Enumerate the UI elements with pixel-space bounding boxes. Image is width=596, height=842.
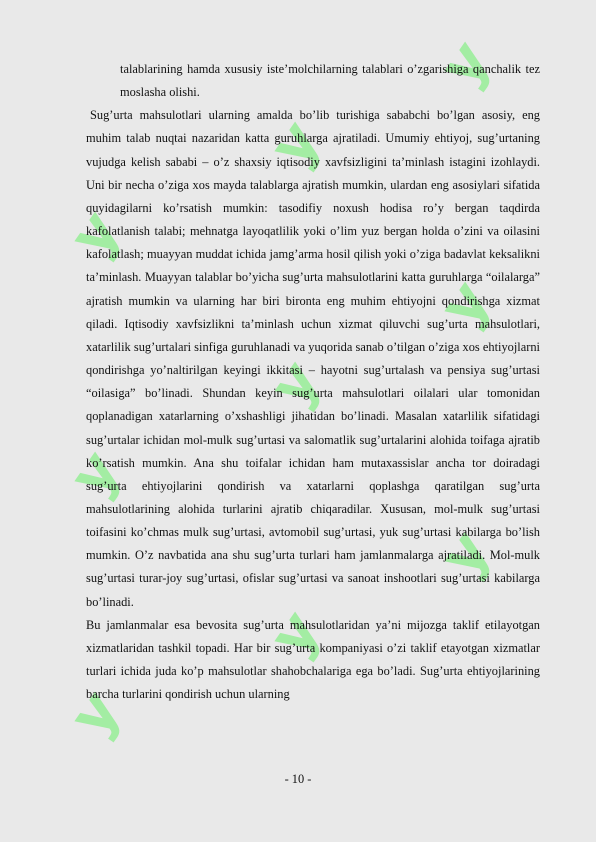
body-text xyxy=(86,58,540,706)
watermark-mark: y xyxy=(425,28,504,99)
watermark-mark: y xyxy=(55,198,134,269)
paragraph: Sug’urta mahsulotlari ularning amalda bo’lib turishiga sababchi bo’lgan asosiy, eng muhim talab nuqtai nazaridan katta guruhlarga ajratiladi. Umumiy ehtiyoj, sug’urtaning vujudga kelish sababi – o’z shaxsiy iqtisodiy xavfsizligini ta’minlash istagini izohlaydi. Uni bir necha o’ziga xos mayda talablarga ajratish mumkin, ulardan eng asosiylari sifatida quyidagilarni ko’rsatish mumkin: tasodifiy noxush hodisa ro’y bergan taqdirda kafolatlanish talabi; mehnatga layoqatlilik yoki o’lim yuz bergan holda o’zini va oilasini kafolatlash; muayyan muddat ichida jamg’arma hosil qilish yoki o’ziga badavlat keksalikni ta’minlash. Muayyan talablar bo’yicha sug’urta mahsulotlarini katta guruhlarga “oilalarga” ajratish mumkin va ularning har biri bironta eng muhim ehtiyojni qondirishga xizmat qiladi. Iqtisodiy xavfsizlikni ta’minlash uchun xizmat qiluvchi sug’urta mahsulotlari, xatarlilik sug’urtalari sinfiga guruhlanadi va yuqorida sanab o’tilgan o’ziga xos ehtiyojlarni qondirishga yo’naltirilgan keyingi ikkitasi – hayotni sug’urtalash va pensiya sug’urtasi “oilasiga” bo’linadi. Shundan keyin sug’urta mahsulotlari oilalari ular tomonidan qoplanadigan xatarlarning o’xshashligi jihatidan bo’linadi. Masalan xatarlilik sifatidagi sug’urtalar ichidan mol-mulk sug’urtasi va salomatlik sug’urtalarini alohida toifaga ajratib ko’rsatish mumkin. Ana shu toifalar ichidan ham mutaxassislar ancha tor doiradagi sug’urta ehtiyojlarini qondirish va xatarlarni qoplashga qaratilgan sug’urta mahsulotlarining alohida turlarini ajratib chiqaradilar. Xususan, mol-mulk sug’urtasi toifasini ko’chmas mulk sug’urtasi, avtomobil sug’urtasi, yuk sug’urtasi kabilarga bo’lish mumkin. O’z navbatida ana shu sug’urta turlari ham jamlanmalarga ajratiladi. Mol-mulk sug’urtasi turar-joy sug’urtasi, ofislar sug’urtasi va sanoat inshootlari sug’urtasi kabilarga bo’linadi. xyxy=(86,108,540,609)
page-number: - 10 - xyxy=(284,772,312,786)
watermark-mark: y xyxy=(425,268,504,339)
paragraph: Bu jamlanmalar esa bevosita sug’urta mahsulotlaridan ya’ni mijozga taklif etilayotgan xizmatlaridan tashkil topadi. Har bir sug’urta kompaniyasi o’zi taklif etayotgan xizmatlar turlari ichida juda ko’p mahsulotlar shahobchalariga ega bo’ladi. Sug’urta ehtiyojlarining barcha turlarini qondirish uchun ularning xyxy=(86,617,540,702)
watermark-mark: y xyxy=(255,348,334,419)
watermark-mark: y xyxy=(255,598,334,669)
watermark-mark: y xyxy=(55,678,134,749)
watermark-mark: y xyxy=(425,518,504,589)
paragraph-continuation: talablarining hamda xususiy iste’molchilarning talablari o’zgarishiga qanchalik tez moslasha olishi. xyxy=(120,62,540,100)
watermark-mark: y xyxy=(55,438,134,509)
watermark-mark: y xyxy=(255,108,334,179)
